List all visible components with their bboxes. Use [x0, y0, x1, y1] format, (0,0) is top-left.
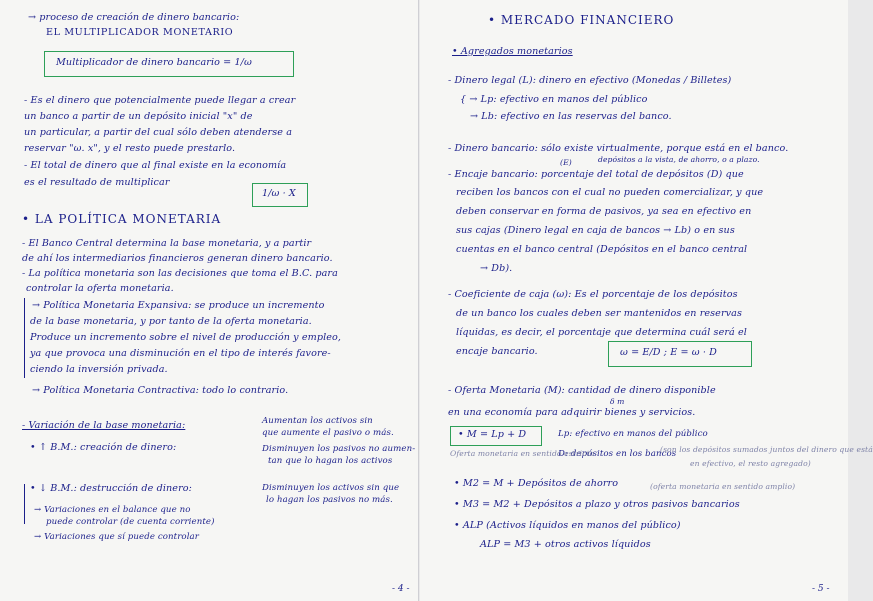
note-line: Aumentan los activos sin: [262, 416, 373, 426]
formula-total: 1/ω · X: [262, 188, 296, 199]
text-line: deben conservar en forma de pasivos, ya sea en efectivo en: [456, 206, 752, 217]
text-line: reservar "ω. x", y el resto puede prestarlo.: [24, 143, 236, 154]
text-line: D: depósitos en los bancos: [558, 449, 677, 459]
note-line: lo hagan los pasivos no más.: [266, 495, 393, 505]
text-line: → Lb: efectivo en las reservas del banco.: [470, 111, 672, 122]
subheading-variacion: - Variación de la base monetaria:: [22, 420, 186, 431]
text-line: - Dinero legal (L): dinero en efectivo (Monedas / Billetes): [448, 75, 732, 86]
text-line: ciendo la inversión privada.: [30, 364, 168, 375]
text-line: - El Banco Central determina la base monetaria, y a partir: [22, 238, 312, 249]
text-line: • M3 = M2 + Depósitos a plazo y otros pasivos bancarios: [454, 499, 740, 510]
text-line: → Db).: [480, 263, 513, 274]
text-line: Produce un incremento sobre el nivel de producción y empleo,: [30, 332, 342, 343]
note-line: que aumente el pasivo o más.: [262, 428, 394, 438]
page-number: - 4 -: [392, 584, 410, 594]
text-line: - Es el dinero que potencialmente puede llegar a crear: [24, 95, 296, 106]
page-number: - 5 -: [812, 584, 830, 594]
note-line: en efectivo, el resto agregado): [690, 459, 811, 468]
superscript: (E): [560, 158, 572, 167]
section-heading-mercado: • MERCADO FINANCIERO: [488, 13, 675, 27]
text-line: un particular, a partir del cual sólo deben atenderse a: [24, 127, 293, 138]
formula-coeficiente: ω = E/D ; E = ω · D: [620, 347, 717, 358]
text-line: reciben los bancos con el cual no pueden comercializar, y que: [456, 187, 764, 198]
left-page: [0, 0, 419, 601]
text-line: - Coeficiente de caja (ω): Es el porcentaje de los depósitos: [448, 289, 738, 300]
text-line: → Política Monetaria Contractiva: todo lo contrario.: [32, 385, 289, 396]
text-line: un banco a partir de un depósito inicial "x" de: [24, 111, 253, 122]
heading-multiplicador: EL MULTIPLICADOR MONETARIO: [46, 27, 234, 38]
text-line: - La política monetaria son las decisiones que toma el B.C. para: [22, 268, 338, 279]
text-line: de la base monetaria, y por tanto de la oferta monetaria.: [30, 316, 312, 327]
note-line: (son los depósitos sumados juntos del dinero que está: [660, 445, 873, 454]
text-line: → proceso de creación de dinero bancario:: [28, 12, 240, 23]
text-line: encaje bancario.: [456, 346, 538, 357]
text-line: - Encaje bancario: porcentaje del total de depósitos (D) que: [448, 169, 744, 180]
text-line: • M2 = M + Depósitos de ahorro: [454, 478, 619, 489]
formula-m: • M = Lp + D: [458, 429, 527, 440]
right-page: [420, 0, 873, 601]
text-line: Lp: efectivo en manos del público: [558, 429, 708, 439]
bracket: [24, 298, 25, 378]
text-line: - El total de dinero que al final existe en la economía: [24, 160, 287, 171]
bracket: [24, 484, 25, 524]
text-line: en una economía para adquirir bienes y servicios.: [448, 407, 696, 418]
text-line: sus cajas (Dinero legal en caja de bancos → Lb) o en sus: [456, 225, 735, 236]
text-line: de ahí los intermediarios financieros generan dinero bancario.: [22, 253, 333, 264]
note-line: tan que lo hagan los activos: [268, 456, 393, 466]
text-line: - Dinero bancario: sólo existe virtualmente, porque está en el banco.: [448, 143, 789, 154]
text-line: es el resultado de multiplicar: [24, 177, 170, 188]
text-line: - Oferta Monetaria (M): cantidad de dinero disponible: [448, 385, 716, 396]
note-line: Oferta monetaria en sentido estricto: [450, 449, 595, 458]
text-line: ALP = M3 + otros activos líquidos: [480, 539, 651, 550]
text-line: • ↓ B.M.: destrucción de dinero:: [30, 483, 192, 494]
text-line: puede controlar (de cuenta corriente): [46, 517, 215, 527]
text-line: { → Lp: efectivo en manos del público: [460, 94, 648, 105]
section-heading-politica: • LA POLÍTICA MONETARIA: [22, 212, 222, 226]
text-line: → Política Monetaria Expansiva: se produce un incremento: [32, 300, 325, 311]
text-line: depósitos a la vista, de ahorro, o a plazo.: [598, 155, 760, 164]
text-line: → Variaciones que sí puede controlar: [34, 532, 199, 542]
text-line: líquidas, es decir, el porcentaje que determina cuál será el: [456, 327, 747, 338]
text-line: → Variaciones en el balance que no: [34, 505, 191, 515]
note-line: Disminuyen los pasivos no aumen-: [262, 444, 416, 454]
text-line: cuentas en el banco central (Depósitos en el banco central: [456, 244, 748, 255]
note-line: (oferta monetaria en sentido amplio): [650, 482, 796, 491]
text-line: • ALP (Activos líquidos en manos del público): [454, 520, 681, 531]
note-line: Disminuyen los activos sin que: [262, 483, 400, 493]
text-line: ya que provoca una disminución en el tipo de interés favore-: [30, 348, 331, 359]
text-line: controlar la oferta monetaria.: [26, 283, 174, 294]
superscript: δ m: [610, 397, 625, 406]
formula-multiplicador: Multiplicador de dinero bancario = 1/ω: [56, 57, 252, 68]
text-line: • ↑ B.M.: creación de dinero:: [30, 442, 177, 453]
text-line: de un banco los cuales deben ser mantenidos en reservas: [456, 308, 743, 319]
subheading-agregados: • Agregados monetarios: [452, 46, 573, 57]
